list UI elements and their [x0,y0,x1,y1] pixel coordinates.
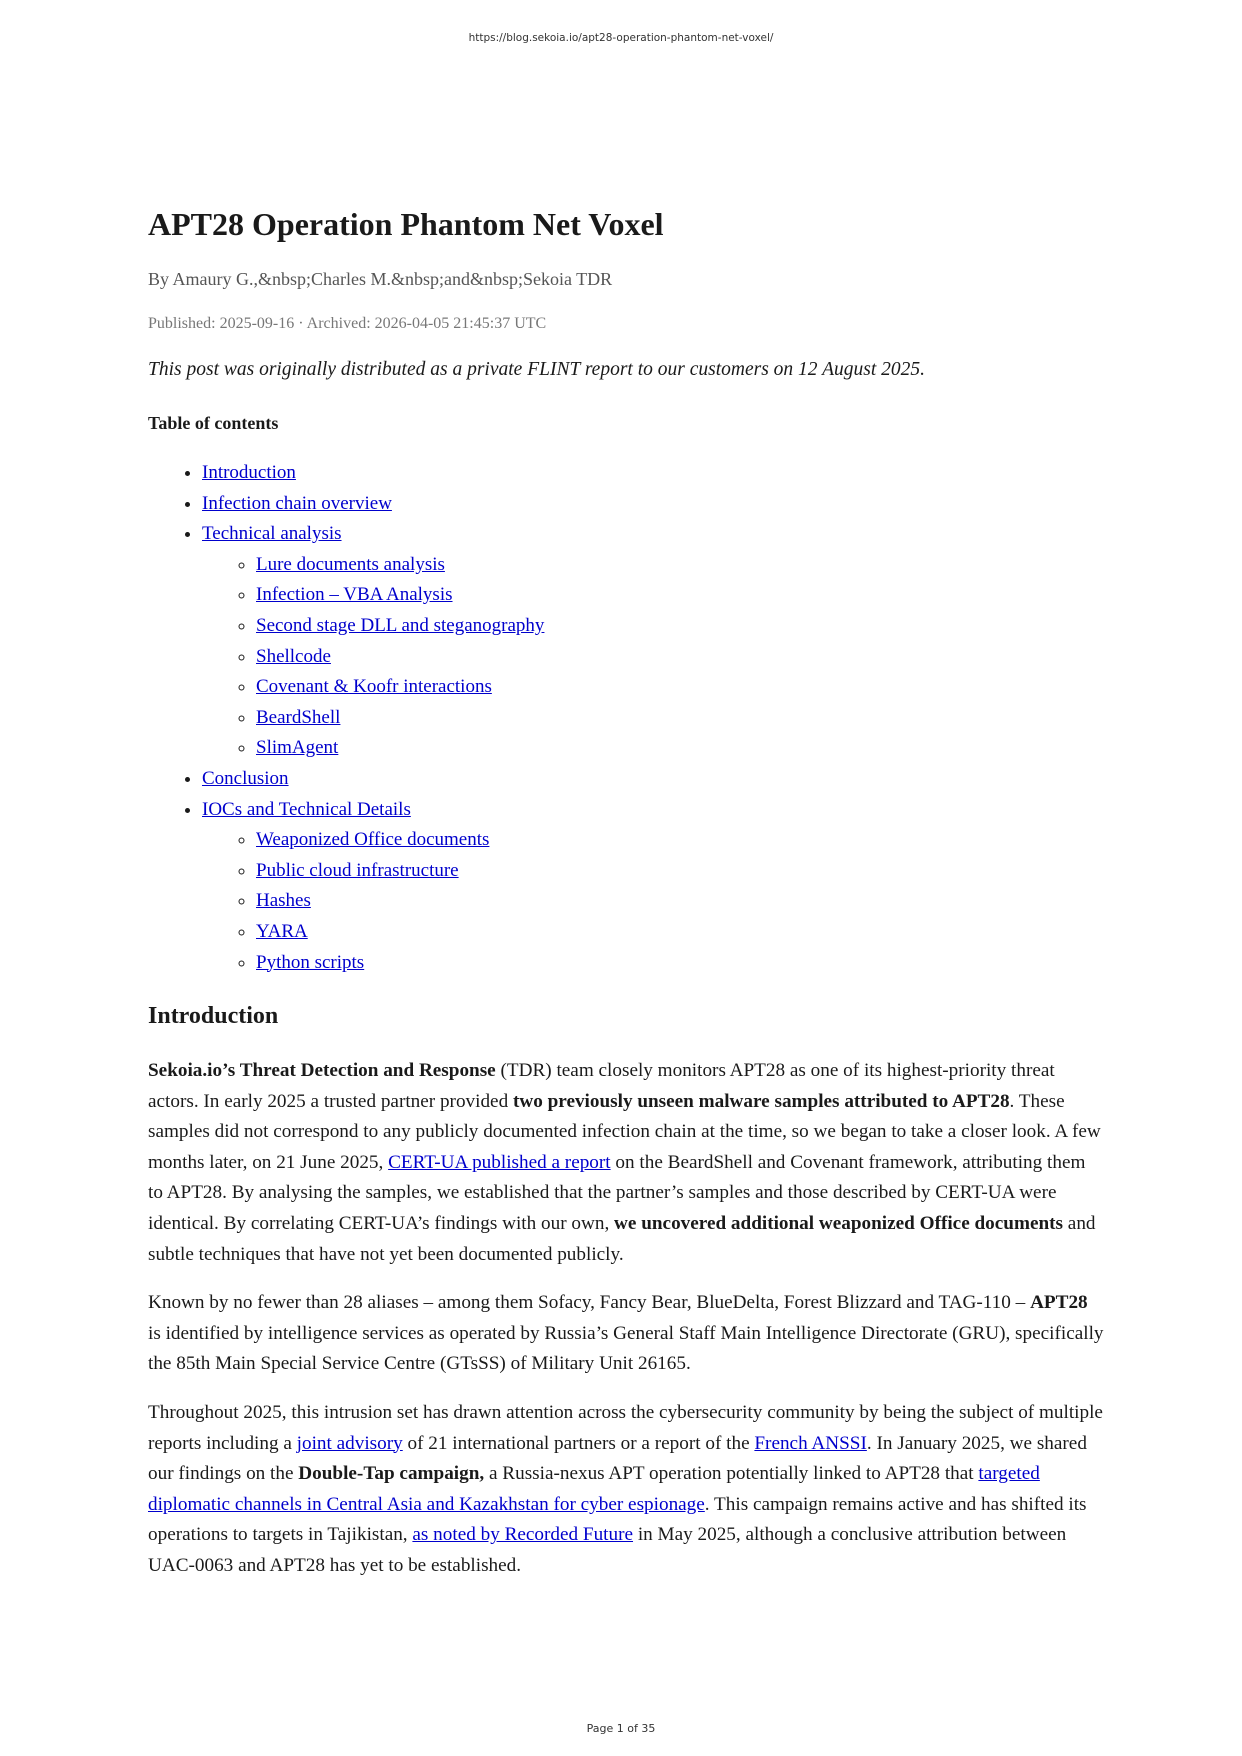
intro-paragraph-1 [148,1056,1104,1270]
text: . In January 2025, we shared our findings on the [148,1432,1087,1485]
toc-subitem [256,886,1104,917]
section-heading-introduction: Introduction [148,1003,279,1030]
french-anssi-link[interactable]: French ANSSI [754,1432,867,1454]
toc-link-vba-analysis[interactable]: Infection – VBA Analysis [256,584,453,606]
text: a Russia-nexus APT operation potentially linked to APT28 that [484,1463,979,1485]
text: of 21 international partners or a report of the [402,1432,755,1454]
toc-item [202,489,1104,520]
text: . These samples did not correspond to any publicly documented infection chain at the time, so we began to take a closer look. A few months later, on 21 June 2025, [148,1090,1101,1173]
double-tap-campaign-link[interactable]: targeted diplomatic channels in Central Asia and Kazakhstan for cyber espionage [148,1463,1040,1515]
toc-subitem [256,856,1104,887]
toc-subitem [256,611,1104,642]
bold-text: Double-Tap campaign, [298,1463,485,1485]
toc-link-cloud-infra[interactable]: Public cloud infrastructure [256,859,459,881]
cert-ua-report-link[interactable]: CERT-UA published a report [388,1151,611,1173]
page-title: APT28 Operation Phantom Net Voxel [148,206,664,242]
bold-text: APT28 [1030,1292,1088,1314]
text: Throughout 2025, this intrusion set has drawn attention across the cybersecurity community by being the subject of multiple reports including a [148,1402,1103,1454]
bold-text: we uncovered additional weaponized Office documents [614,1213,1063,1235]
page-number: Page 1 of 35 [586,1722,656,1735]
toc-subitem [256,703,1104,734]
toc-link-technical-analysis[interactable]: Technical analysis [202,523,342,545]
toc-link-python-scripts[interactable]: Python scripts [256,951,365,973]
toc-subitem [256,948,1104,979]
byline: By Amaury G.,&nbsp;Charles M.&nbsp;and&nbsp;Sekoia TDR [148,269,613,289]
text: is identified by intelligence services as operated by Russia’s General Staff Main Intelligence Directorate (GRU), specifically the 85th Main Special Service Centre (GTsSS) of Military Unit 26165. [148,1322,1104,1375]
toc-heading: Table of contents [148,413,279,433]
text: Known by no fewer than 28 aliases – among them Sofacy, Fancy Bear, BlueDelta, Forest Blizzard and TAG-110 – [148,1292,1031,1314]
text: in May 2025, although a conclusive attribution between UAC-0063 and APT28 has yet to be established. [148,1524,1067,1576]
toc-link-shellcode[interactable]: Shellcode [256,645,331,667]
table-of-contents [148,458,1104,978]
toc-link-second-stage-dll[interactable]: Second stage DLL and steganography [256,614,545,636]
publish-meta: Published: 2025-09-16 · Archived: 2026-04-05 21:45:37 UTC [148,315,547,332]
text: on the BeardShell and Covenant framework, attributing them to APT28. By analysing the samples, we established that the partner’s samples and those described by CERT-UA were identical. By correlating CERT-UA’s findings with our own, [148,1151,1086,1235]
toc-subitem [256,642,1104,673]
joint-advisory-link[interactable]: joint advisory [296,1432,403,1454]
toc-link-lure-documents[interactable]: Lure documents analysis [256,553,445,575]
text: and subtle techniques that have not yet been documented publicly. [148,1213,1096,1265]
toc-link-hashes[interactable]: Hashes [256,890,311,912]
toc-link-infection-chain[interactable]: Infection chain overview [202,492,392,514]
recorded-future-link[interactable]: as noted by Recorded Future [412,1524,634,1546]
toc-subitem [256,550,1104,581]
toc-link-iocs[interactable]: IOCs and Technical Details [202,798,411,820]
toc-item [202,519,1104,764]
toc-item [202,458,1104,489]
page-url: https://blog.sekoia.io/apt28-operation-phantom-net-voxel/ [468,32,774,44]
toc-link-weaponized-docs[interactable]: Weaponized Office documents [256,829,490,851]
article [148,204,1104,1600]
toc-subitem [256,733,1104,764]
intro-paragraph-3 [148,1398,1104,1582]
toc-link-introduction[interactable]: Introduction [202,462,296,483]
bold-text: Sekoia.io’s Threat Detection and Response [148,1060,496,1082]
toc-link-conclusion[interactable]: Conclusion [202,767,289,789]
toc-subitem [256,580,1104,611]
intro-paragraph-2 [148,1288,1104,1380]
toc-subitem [256,917,1104,948]
toc-subitem [256,672,1104,703]
toc-item [202,764,1104,795]
bold-text: two previously unseen malware samples attributed to APT28 [512,1090,1010,1112]
toc-link-beardshell[interactable]: BeardShell [256,706,341,728]
text: . This campaign remains active and has shifted its operations to targets in Tajikistan, [148,1493,1087,1546]
toc-subitem [256,825,1104,856]
toc-link-slimagent[interactable]: SlimAgent [256,737,339,759]
toc-item [202,795,1104,979]
distribution-note: This post was originally distributed as a private FLINT report to our customers on 12 August 2025. [148,359,925,380]
toc-link-covenant-koofr[interactable]: Covenant & Koofr interactions [256,676,492,698]
text: (TDR) team closely monitors APT28 as one of its highest-priority threat actors. In early 2025 a trusted partner provided [148,1060,1055,1112]
toc-link-yara[interactable]: YARA [256,920,308,942]
